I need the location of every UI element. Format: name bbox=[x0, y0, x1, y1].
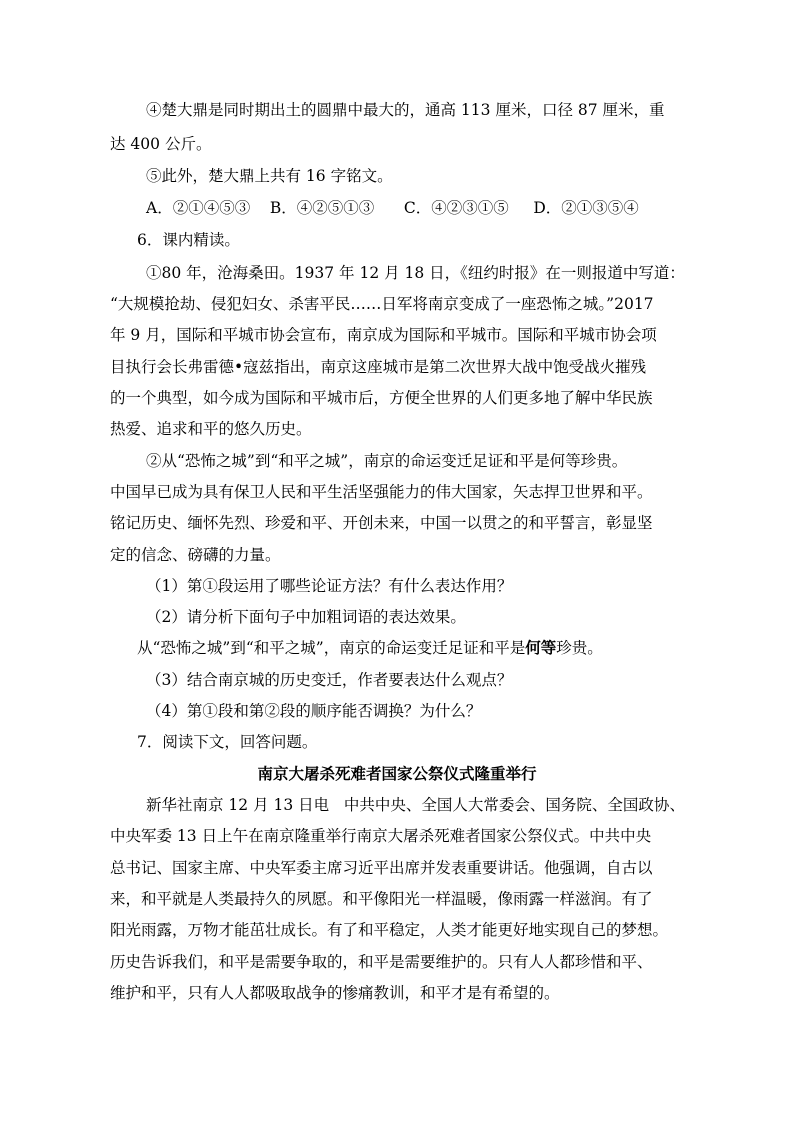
option-sentence-4-continued: 达 400 公斤。 bbox=[110, 135, 212, 153]
option-sentence-4: ④楚大鼎是同时期出土的圆鼎中最大的，通高 113 厘米，口径 87 厘米，重 bbox=[146, 101, 665, 119]
answer-choices: A．②①④⑤③ B．④②⑤①③ C．④②③①⑤ D．②①③⑤④ bbox=[146, 199, 639, 217]
sub-question-1: （1）第①段运用了哪些论证方法？有什么表达作用？ bbox=[146, 577, 513, 595]
passage-paragraph-1-line: 热爱、追求和平的悠久历史。 bbox=[110, 420, 312, 438]
quoted-sentence-end: 珍贵。 bbox=[556, 639, 603, 657]
question-6-heading: 6．课内精读。 bbox=[137, 231, 240, 249]
article-title: 南京大屠杀死难者国家公祭仪式隆重举行 bbox=[257, 764, 537, 783]
passage-paragraph-1-line: ①80 年，沧海桑田。1937 年 12 月 18 日，《纽约时报》在一则报道中写道： bbox=[146, 264, 685, 282]
passage-paragraph-1-line: 目执行会长弗雷德•寇兹指出，南京这座城市是第二次世界大战中饱受战火摧残 bbox=[110, 358, 647, 376]
option-sentence-5: ⑤此外，楚大鼎上共有 16 字铭文。 bbox=[146, 167, 393, 185]
passage-paragraph-2-line: 中国早已成为具有保卫人民和平生活坚强能力的伟大国家，矢志捍卫世界和平。 bbox=[110, 483, 653, 501]
passage-paragraph-2-line: 定的信念、磅礴的力量。 bbox=[110, 546, 281, 564]
passage-paragraph-1-line: 年 9 月，国际和平城市协会宣布，南京成为国际和平城市。国际和平城市协会项 bbox=[110, 326, 657, 344]
article-line: 历史告诉我们，和平是需要争取的，和平是需要维护的。只有人人都珍惜和平、 bbox=[110, 953, 653, 971]
article-line: 阳光雨露，万物才能茁壮成长。有了和平稳定，人类才能更好地实现自己的梦想。 bbox=[110, 921, 669, 939]
passage-paragraph-2-line: 铭记历史、缅怀先烈、珍爱和平、开创未来，中国一以贯之的和平誓言，彰显坚 bbox=[110, 514, 653, 532]
question-7-heading: 7．阅读下文，回答问题。 bbox=[137, 733, 318, 751]
quoted-sentence-start: 从“恐怖之城”到“和平之城”，南京的命运变迁足证和平是 bbox=[137, 639, 526, 657]
article-line: 总书记、国家主席、中央军委主席习近平出席并发表重要讲话。他强调，自古以 bbox=[110, 859, 653, 877]
quoted-sentence bbox=[0, 638, 794, 658]
article-line: 来，和平就是人类最持久的夙愿。和平像阳光一样温暖，像雨露一样滋润。有了 bbox=[110, 890, 653, 908]
sub-question-4: （4）第①段和第②段的顺序能否调换？为什么？ bbox=[146, 702, 482, 720]
passage-paragraph-1-line: 的一个典型，如今成为国际和平城市后，方便全世界的人们更多地了解中华民族 bbox=[110, 389, 653, 407]
sub-question-2: （2）请分析下面句子中加粗词语的表达效果。 bbox=[146, 608, 466, 626]
article-line: 中央军委 13 日上午在南京隆重举行南京大屠杀死难者国家公祭仪式。中共中央 bbox=[110, 827, 652, 845]
passage-paragraph-1-line: “大规模抢劫、侵犯妇女、杀害平民……日军将南京变成了一座恐怖之城。”2017 bbox=[110, 295, 654, 313]
article-line: 新华社南京 12 月 13 日电 中共中央、全国人大常委会、国务院、全国政协、 bbox=[146, 796, 685, 814]
sub-question-3: （3）结合南京城的历史变迁，作者要表达什么观点？ bbox=[146, 671, 513, 689]
passage-paragraph-2-line: ②从“恐怖之城”到“和平之城”，南京的命运变迁足证和平是何等珍贵。 bbox=[146, 452, 628, 470]
article-line: 维护和平，只有人人都吸取战争的惨痛教训，和平才是有希望的。 bbox=[110, 984, 560, 1002]
bold-phrase: 何等 bbox=[525, 638, 557, 657]
